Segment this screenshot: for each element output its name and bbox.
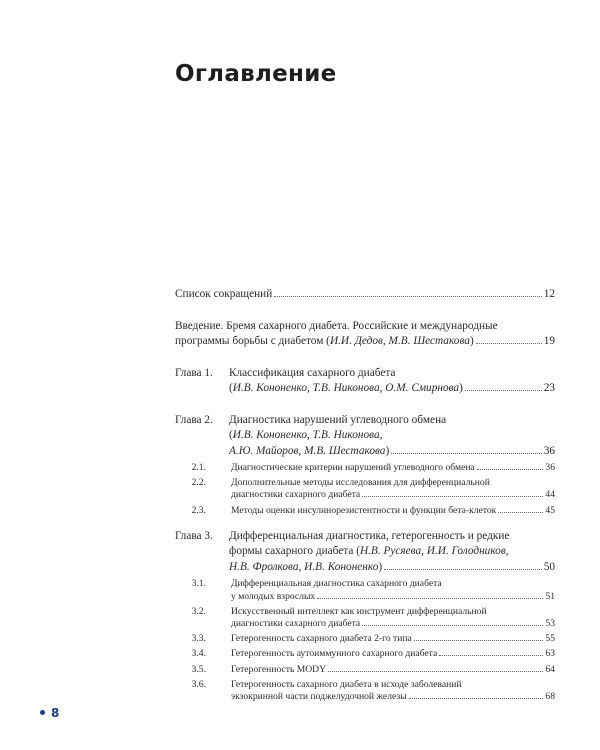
- toc-entry-abbreviations[interactable]: [175, 287, 555, 303]
- section-number: 2.2.: [191, 477, 206, 489]
- page-number: 8: [51, 706, 60, 720]
- bullet-icon: [40, 710, 45, 715]
- toc-entry-chapter-3[interactable]: Глава 3. Дифференциальная диагностика, гетерогенность и редкие формы сахарного диабета (Н.В. Русяева, И.И. Голодников, Н.В. Фролкова, И.В. Кононенко) 50: [175, 529, 555, 576]
- chapter-title: Дифференциальная диагностика, гетерогенность и редкие: [229, 529, 510, 542]
- section-number: 2.1.: [191, 462, 206, 473]
- section-title: диагностики сахарного диабета: [231, 489, 361, 501]
- toc-subentry-3-2[interactable]: [175, 606, 555, 630]
- toc-page-number: 63: [545, 648, 555, 660]
- toc-page-number: 55: [545, 633, 555, 645]
- toc-subentry-2-2[interactable]: [175, 477, 555, 501]
- chapter-number: Глава 1.: [175, 366, 213, 379]
- dot-leader: [409, 698, 544, 699]
- dot-leader: [328, 671, 543, 672]
- toc-page-number: 51: [545, 590, 555, 602]
- section-title: у молодых взрослых: [231, 590, 316, 602]
- section-title: экзокринной части поджелудочной железы: [231, 690, 407, 702]
- dot-leader: [439, 655, 543, 656]
- table-of-contents: [175, 287, 555, 703]
- section-number: 3.5.: [191, 663, 206, 675]
- toc-entry-chapter-2[interactable]: Глава 2. Диагностика нарушений углеводного обмена (И.В. Кононенко, Т.В. Никонова, А.Ю. Майоров, М.В. Шестакова) 36: [175, 413, 555, 460]
- dot-leader: [362, 496, 543, 497]
- toc-authors: А.Ю. Майоров, М.В. Шестакова: [229, 444, 386, 457]
- toc-authors: Н.В. Фролкова, И.В. Кононенко: [229, 560, 379, 573]
- toc-subentry-3-4[interactable]: [175, 648, 555, 660]
- chapter-title: Классификация сахарного диабета: [229, 366, 396, 379]
- section-title: Гетерогенность аутоиммунного сахарного диабета: [231, 648, 438, 660]
- toc-subentry-3-1[interactable]: [175, 578, 555, 602]
- toc-page-number: 12: [543, 288, 555, 300]
- toc-entry-text: Введение. Бремя сахарного диабета. Российские и международные: [175, 319, 498, 332]
- dot-leader: [477, 469, 544, 470]
- dot-leader: [391, 453, 541, 454]
- section-number: 3.1.: [191, 578, 206, 590]
- section-title: Гетерогенность сахарного диабета в исходе заболеваний: [231, 678, 462, 690]
- section-title: диагностики сахарного диабета: [231, 617, 361, 629]
- section-title: Диагностические критерии нарушений углеводного обмена: [231, 462, 475, 473]
- toc-entry-text: программы борьбы с диабетом (И.И. Дедов, М.В. Шестакова): [175, 335, 474, 347]
- dot-leader: [317, 598, 543, 599]
- toc-page-number: 53: [545, 617, 555, 629]
- section-title: Методы оценки инсулинорезистентности и функции бета-клеток: [231, 504, 497, 516]
- toc-page-number: 45: [545, 504, 555, 516]
- section-title: Дополнительные методы исследования для дифференциальной: [231, 477, 490, 489]
- section-title: Искусственный интеллект как инструмент дифференциальной: [231, 605, 487, 617]
- chapter-number: Глава 3.: [175, 529, 213, 542]
- toc-page-number: 36: [543, 444, 555, 457]
- toc-page-number: 64: [545, 663, 555, 675]
- toc-subentry-3-6[interactable]: [175, 679, 555, 703]
- toc-subentry-3-5[interactable]: [175, 664, 555, 676]
- dot-leader: [465, 390, 542, 391]
- dot-leader: [362, 625, 543, 626]
- toc-entry-intro[interactable]: [175, 319, 555, 350]
- chapter-title: Диагностика нарушений углеводного обмена: [229, 413, 447, 426]
- toc-page-number: 68: [545, 690, 555, 702]
- toc-entry-text: Список сокращений: [175, 288, 273, 300]
- dot-leader: [274, 296, 541, 297]
- toc-subentry-2-3[interactable]: [175, 505, 555, 517]
- toc-page-number: 23: [543, 382, 555, 394]
- section-title: Гетерогенность MODY: [231, 663, 327, 675]
- section-title: Дифференциальная диагностика сахарного диабета: [231, 578, 442, 590]
- toc-subentry-2-1[interactable]: [175, 462, 555, 474]
- page-title: Оглавление: [175, 61, 337, 87]
- chapter-title: формы сахарного диабета (: [229, 545, 360, 558]
- section-number: 2.3.: [191, 504, 206, 516]
- toc-authors: И.В. Кононенко, Т.В. Никонова, О.М. Смирнова: [232, 382, 460, 394]
- toc-page-number: 36: [545, 462, 555, 473]
- section-number: 3.4.: [191, 648, 206, 660]
- section-number: 3.3.: [191, 633, 206, 645]
- section-number: 3.6.: [191, 678, 206, 690]
- toc-page-number: 44: [545, 489, 555, 501]
- toc-authors: И.В. Кононенко, Т.В. Никонова,: [232, 429, 383, 441]
- page-footer: [40, 706, 59, 720]
- dot-leader: [414, 640, 544, 641]
- toc-entry-chapter-1[interactable]: Глава 1. Классификация сахарного диабета (И.В. Кононенко, Т.В. Никонова, О.М. Смирнова) 23: [175, 366, 555, 397]
- toc-authors: Н.В. Русяева, И.И. Голодников,: [359, 545, 509, 558]
- toc-page-number: 50: [543, 560, 555, 573]
- chapter-number: Глава 2.: [175, 413, 213, 426]
- section-title: Гетерогенность сахарного диабета 2-го типа: [231, 633, 412, 645]
- toc-authors: И.И. Дедов, М.В. Шестакова: [329, 335, 470, 347]
- dot-leader: [384, 569, 542, 570]
- section-number: 3.2.: [191, 605, 206, 617]
- toc-page-number: 19: [543, 335, 555, 347]
- dot-leader: [476, 343, 542, 344]
- dot-leader: [498, 512, 543, 513]
- toc-subentry-3-3[interactable]: [175, 633, 555, 645]
